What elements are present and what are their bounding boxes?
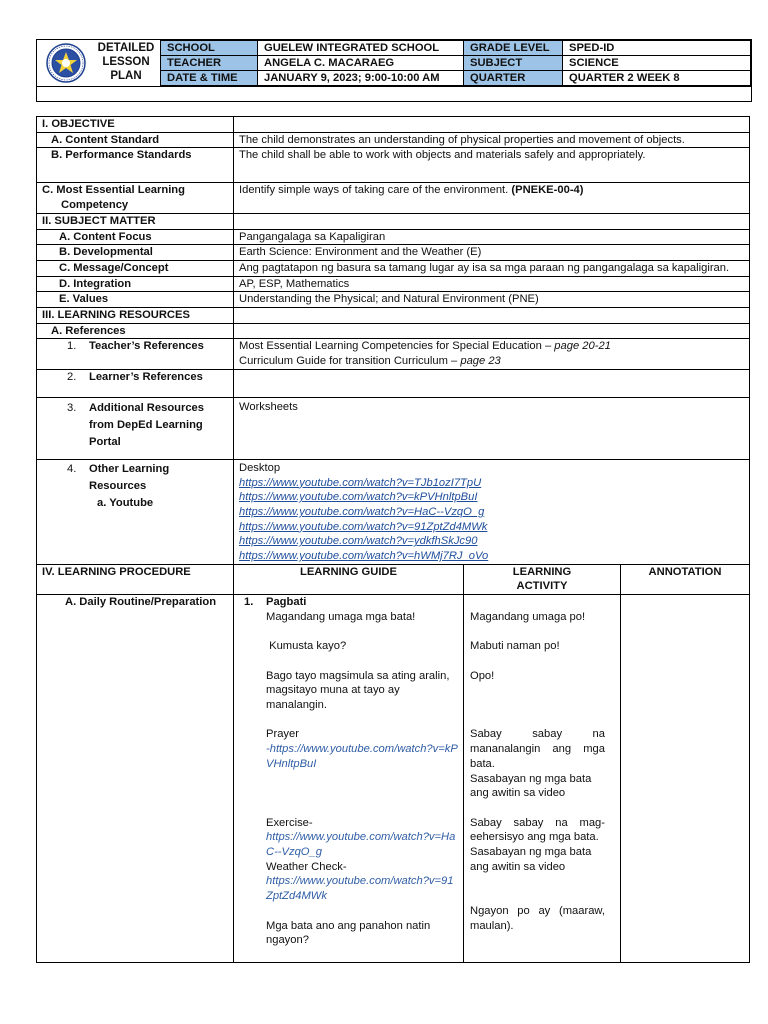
step-title	[244, 595, 458, 610]
step-number: 1.	[244, 596, 254, 609]
teacher-ref-line	[239, 339, 744, 354]
lesson-plan-table	[36, 116, 750, 963]
references-label: A. References	[37, 323, 234, 339]
table-row	[37, 276, 750, 292]
header-row	[161, 41, 751, 56]
content-focus-label: A. Content Focus	[37, 229, 234, 245]
table-row	[37, 369, 750, 397]
integration-label: D. Integration	[37, 276, 234, 292]
content-focus-value: Pangangalaga sa Kapaligiran	[234, 229, 750, 245]
learning-activity-cell	[464, 595, 621, 963]
learner-references-label	[37, 369, 234, 397]
spacer	[266, 654, 458, 669]
spacer	[266, 625, 458, 640]
table-row	[37, 229, 750, 245]
table-row	[37, 292, 750, 308]
youtube-label: a. Youtube	[97, 496, 154, 509]
spacer	[470, 625, 605, 640]
header-row	[161, 56, 751, 71]
spacer	[266, 772, 458, 787]
section-row	[37, 117, 750, 133]
procedure-header-row	[37, 564, 750, 594]
youtube-link[interactable]: https://www.youtube.com/watch?v=HaC--VzqO_g	[239, 505, 485, 518]
item-number: 3.	[67, 401, 77, 414]
other-resources-label	[37, 459, 234, 564]
performance-standards-label	[37, 148, 234, 183]
empty-cell	[234, 323, 750, 339]
teacher-ref-line	[239, 354, 744, 369]
spacer	[266, 904, 458, 919]
spacer	[470, 713, 605, 728]
activity-text: Opo!	[470, 669, 495, 682]
weather-label: Weather Check-	[266, 860, 347, 873]
subject-value: SCIENCE	[563, 56, 751, 71]
label-wrap	[67, 400, 228, 451]
objective-heading: I. OBJECTIVE	[37, 117, 234, 133]
activity-text: Mabuti naman po!	[470, 640, 560, 653]
learning-activity-header: LEARNING ACTIVITY	[464, 564, 621, 594]
spacer	[470, 801, 605, 816]
empty-cell	[234, 213, 750, 229]
teacher-label: TEACHER	[161, 56, 258, 71]
lesson-plan-header	[36, 39, 752, 102]
document-title: DETAILED LESSON PLAN	[97, 42, 155, 82]
exercise-label: Exercise-	[266, 816, 313, 829]
teacher-value: ANGELA C. MACARAEG	[258, 56, 464, 71]
header-blank-strip	[37, 86, 751, 102]
guide-bago: Bago tayo magsimula sa ating aralin, magsitayo muna at tayo ay manalangin.	[266, 669, 450, 712]
performance-standards-value: The child shall be able to work with objects and materials safely and appropriately.	[234, 148, 750, 183]
header-info-table	[160, 40, 751, 86]
ref-text: Curriculum Guide for transition Curriculum –	[239, 355, 458, 368]
message-concept-label: C. Message/Concept	[37, 260, 234, 276]
ref-page: page 23	[460, 355, 501, 368]
youtube-link[interactable]: https://www.youtube.com/watch?v=91ZptZd4MWk	[239, 520, 488, 533]
quarter-value: QUARTER 2 WEEK 8	[563, 71, 751, 86]
values-label: E. Values	[37, 292, 234, 308]
learning-guide-cell	[234, 595, 464, 963]
school-label: SCHOOL	[161, 41, 258, 56]
spacer	[470, 874, 605, 889]
content-standard-label	[37, 132, 234, 148]
spacer	[470, 683, 605, 698]
prayer-label: Prayer	[266, 728, 299, 741]
guide-question: Mga bata ano ang panahon natin ngayon?	[266, 919, 431, 947]
table-row	[37, 260, 750, 276]
spacer	[470, 654, 605, 669]
spacer	[470, 698, 605, 713]
message-concept-value: Ang pagtatapon ng basura sa tamang lugar ay isa sa mga paraan ng pangangalaga sa kapaligiran.	[234, 260, 750, 276]
activity-text: Sasabayan ng mga bata ang awitin sa video	[470, 846, 592, 873]
label-text: Additional Resources from DepEd Learning Portal	[89, 401, 205, 448]
label-text: A. Content Standard	[51, 133, 160, 146]
learning-procedure-heading: IV. LEARNING PROCEDURE	[37, 564, 234, 594]
ref-page: page 20-21	[554, 340, 611, 353]
weather-link[interactable]: https://www.youtube.com/watch?v=91ZptZd4MWk	[266, 875, 454, 903]
activity-text: Sasabayan ng mga bata ang awitin sa video	[470, 772, 592, 800]
spacer	[470, 595, 605, 610]
spacer	[266, 801, 458, 816]
youtube-link[interactable]: https://www.youtube.com/watch?v=TJb1ozI7TpU	[239, 476, 482, 489]
section-row	[37, 308, 750, 324]
competency-label	[37, 183, 234, 213]
table-row	[37, 339, 750, 369]
developmental-value: Earth Science: Environment and the Weather (E)	[234, 245, 750, 261]
date-time-value: JANUARY 9, 2023; 9:00-10:00 AM	[258, 71, 464, 86]
label-text: Other Learning Resources	[89, 462, 170, 492]
spacer	[266, 786, 458, 801]
guide-greeting: Magandang umaga mga bata!	[266, 610, 416, 623]
learning-resources-heading: III. LEARNING RESOURCES	[37, 308, 234, 324]
youtube-link[interactable]: https://www.youtube.com/watch?v=kPVHnltpBuI	[239, 491, 478, 504]
spacer	[470, 889, 605, 904]
table-row	[37, 397, 750, 459]
grade-level-label: GRADE LEVEL	[464, 41, 563, 56]
integration-value: AP, ESP, Mathematics	[234, 276, 750, 292]
empty-cell	[234, 308, 750, 324]
label-text: B. Performance Standards	[51, 149, 192, 162]
item-number: 2.	[67, 370, 77, 383]
teacher-references-label	[37, 339, 234, 369]
learning-guide-header: LEARNING GUIDE	[234, 564, 464, 594]
other-resources-value	[234, 459, 750, 564]
item-number: 1.	[67, 340, 77, 353]
activity-text: Sabay sabay na mag-eehersisyo ang mga bata.	[470, 816, 605, 844]
youtube-link[interactable]: https://www.youtube.com/watch?v=hWMj7RJ_oVo	[239, 550, 489, 563]
guide-content	[244, 610, 458, 948]
label-text: C. Most Essential Learning Competency	[42, 184, 185, 212]
table-row	[37, 459, 750, 564]
table-row	[37, 323, 750, 339]
table-row	[37, 148, 750, 183]
guide-kumusta: Kumusta kayo?	[266, 640, 347, 653]
quarter-label: QUARTER	[464, 71, 563, 86]
step-title-text: Pagbati	[266, 596, 307, 609]
additional-resources-label	[37, 397, 234, 459]
competency-value	[234, 183, 750, 213]
content-standard-value: The child demonstrates an understanding of physical properties and movement of objects.	[234, 132, 750, 148]
developmental-label: B. Developmental	[37, 245, 234, 261]
activity-text: Magandang umaga po!	[470, 610, 586, 623]
label-text: Learner’s References	[89, 370, 203, 383]
spacer	[266, 713, 458, 728]
youtube-link[interactable]: https://www.youtube.com/watch?v=ydkfhSkJc90	[239, 535, 478, 548]
activity-text: Ngayon po ay (maaraw, maulan).	[470, 904, 605, 932]
label-text: Teacher’s References	[89, 340, 204, 353]
table-row	[37, 132, 750, 148]
additional-resources-value: Worksheets	[234, 397, 750, 459]
deped-seal-icon	[46, 43, 86, 83]
subject-label: SUBJECT	[464, 56, 563, 71]
date-time-label: DATE & TIME	[161, 71, 258, 86]
empty-cell	[234, 369, 750, 397]
activity-text: Sabay sabay na mananalangin ang mga bata.	[470, 728, 605, 770]
ref-text: Most Essential Learning Competencies for Special Education –	[239, 340, 552, 353]
label-text: A. Daily Routine/Preparation	[65, 596, 217, 609]
table-row	[37, 183, 750, 213]
empty-cell	[234, 117, 750, 133]
teacher-references-value	[234, 339, 750, 369]
header-row	[161, 71, 751, 86]
exercise-link[interactable]: https://www.youtube.com/watch?v=HaC--VzqO_g	[266, 831, 456, 859]
table-row	[37, 245, 750, 261]
section-row	[37, 213, 750, 229]
label-wrap	[67, 461, 228, 495]
competency-code: (PNEKE-00-4)	[511, 184, 584, 197]
annotation-header: ANNOTATION	[621, 564, 750, 594]
subject-matter-heading: II. SUBJECT MATTER	[37, 213, 234, 229]
procedure-row	[37, 595, 750, 963]
values-value: Understanding the Physical; and Natural Environment (PNE)	[234, 292, 750, 308]
competency-text: Identify simple ways of taking care of the environment.	[239, 184, 509, 197]
other-resources-device: Desktop	[239, 461, 281, 474]
grade-level-value: SPED-ID	[563, 41, 751, 56]
school-value: GUELEW INTEGRATED SCHOOL	[258, 41, 464, 56]
daily-routine-label	[37, 595, 234, 963]
item-number: 4.	[67, 462, 77, 475]
annotation-cell	[621, 595, 750, 963]
prayer-link[interactable]: -https://www.youtube.com/watch?v=kPVHnltpBuI	[266, 743, 458, 770]
